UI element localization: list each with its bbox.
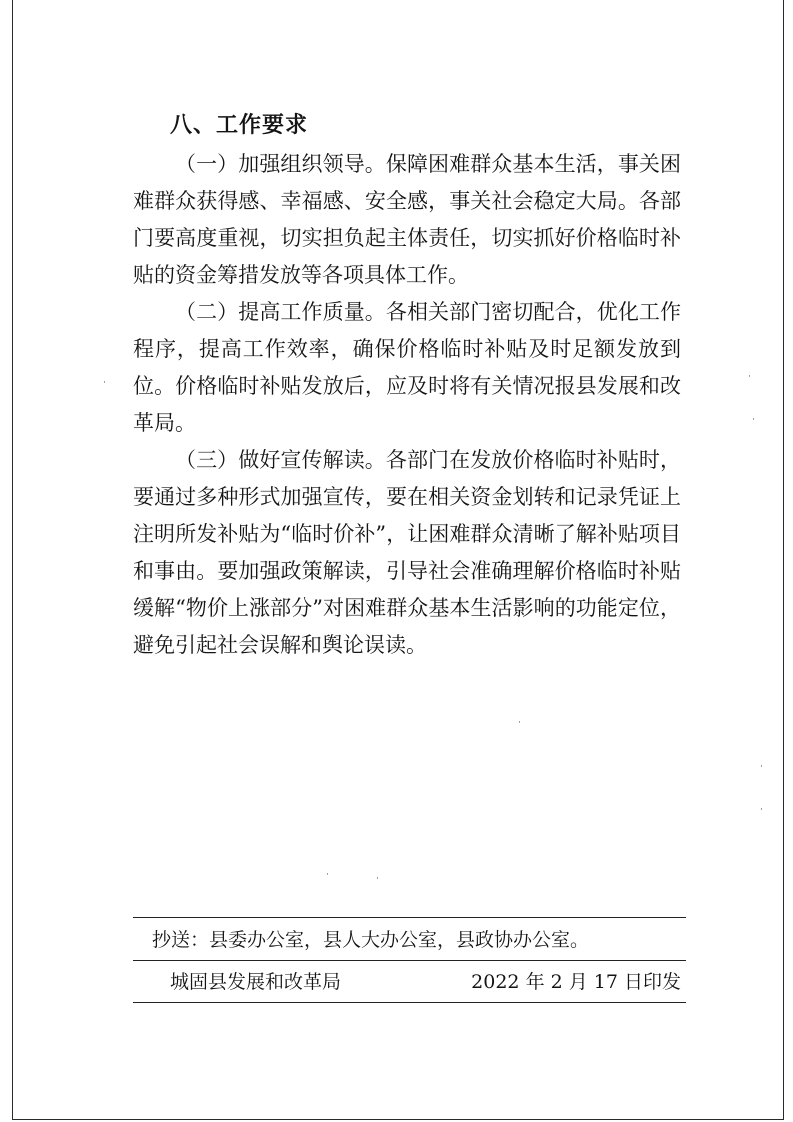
scan-speck: · xyxy=(518,718,521,728)
issuer: 城固县发展和改革局 xyxy=(170,971,342,993)
scan-speck: · xyxy=(748,372,751,382)
footer-rule-top xyxy=(133,917,686,918)
scan-speck: · xyxy=(326,870,329,880)
footer-rule-bottom xyxy=(133,1002,686,1003)
cc-line: 抄送：县委办公室，县人大办公室，县政协办公室。 xyxy=(152,929,590,951)
scan-speck: · xyxy=(752,415,755,425)
scan-speck: · xyxy=(376,874,379,884)
document-body xyxy=(133,146,681,664)
footer-rule-middle xyxy=(133,960,686,961)
scan-speck: · xyxy=(103,378,106,388)
paragraph-2: （二）提高工作质量。各相关部门密切配合，优化工作程序，提高工作效率，确保价格临时补贴及时足额发放到位。价格临时补贴发放后，应及时将有关情况报县发展和改革局。 xyxy=(133,300,681,435)
issue-date: 2022 年 2 月 17 日印发 xyxy=(471,971,681,993)
scan-speck: · xyxy=(760,805,763,815)
paragraph-1: （一）加强组织领导。保障困难群众基本生活，事关困难群众获得感、幸福感、安全感，事关社会稳定大局。各部门要高度重视，切实担负起主体责任，切实抓好价格临时补贴的资金筹措发放等各项具体工作。 xyxy=(133,152,681,287)
paragraph-3: （三）做好宣传解读。各部门在发放价格临时补贴时，要通过多种形式加强宣传，要在相关资金划转和记录凭证上注明所发补贴为“临时价补”，让困难群众清晰了解补贴项目和事由。要加强政策解读，引导社会准确理解价格临时补贴缓解“物价上涨部分”对困难群众基本生活影响的功能定位，避免引起社会误解和舆论误读。 xyxy=(133,448,681,657)
section-heading: 八、工作要求 xyxy=(170,113,309,138)
scan-speck: · xyxy=(760,762,763,772)
